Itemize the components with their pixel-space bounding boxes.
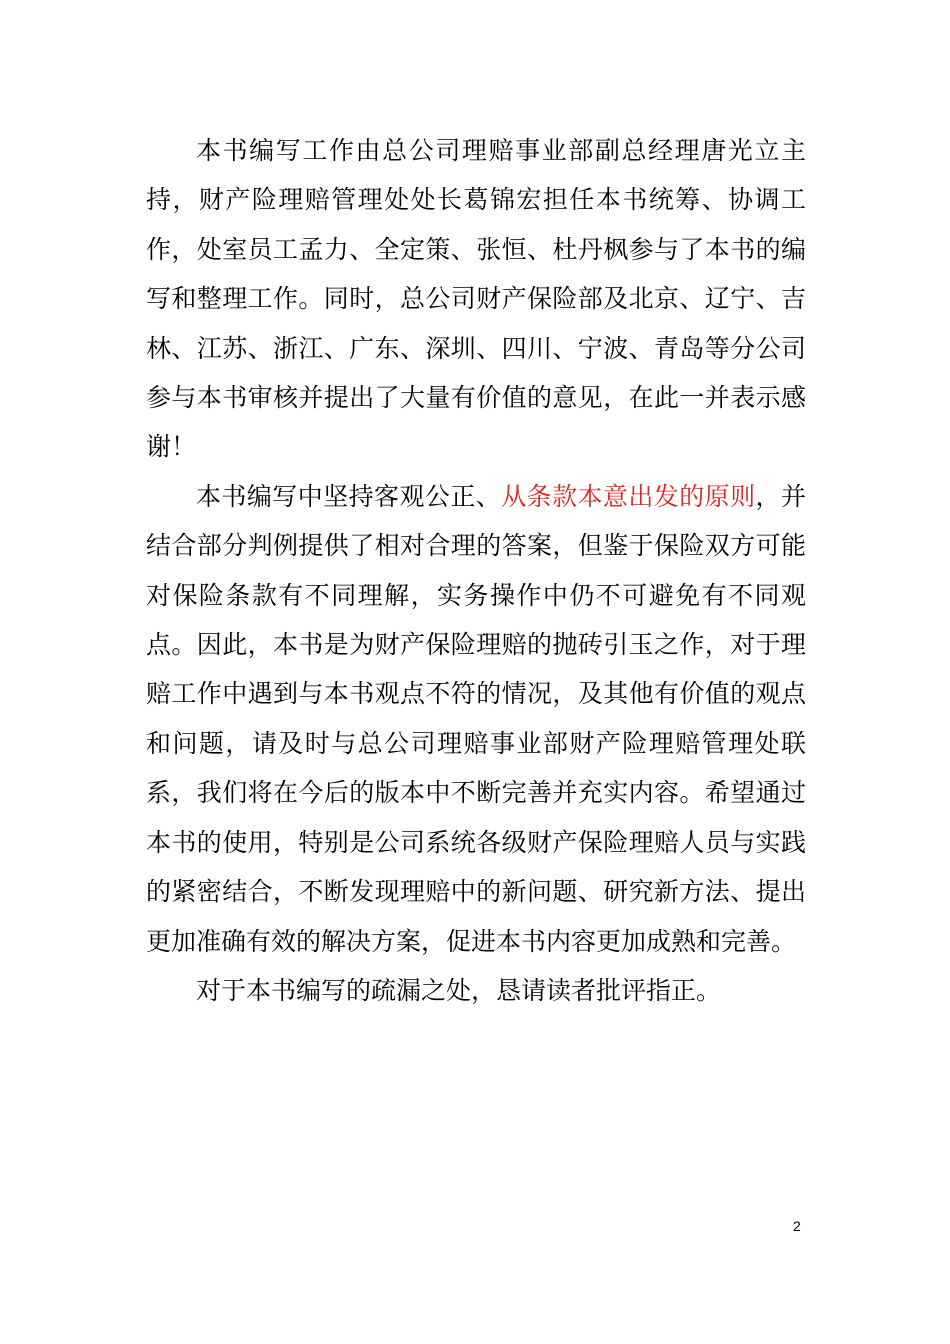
paragraph-text-before: 本书编写中坚持客观公正、 xyxy=(196,481,502,511)
highlighted-phrase: 从条款本意出发的原则 xyxy=(501,481,756,511)
paragraph-closing xyxy=(146,966,806,1015)
document-body xyxy=(146,126,806,1015)
paragraph-text: 本书编写工作由总公司理赔事业部副总经理唐光立主持，财产险理赔管理处处长葛锦宏担任本书统筹、协调工作，处室员工孟力、全定策、张恒、杜丹枫参与了本书的编写和整理工作。同时，总公司财产保险部及北京、辽宁、吉林、江苏、浙江、广东、深圳、四川、宁波、青岛等分公司参与本书审核并提出了大量有价值的意见，在此一并表示感谢！ xyxy=(146,136,806,462)
page-number: 2 xyxy=(793,1218,801,1234)
paragraph-text: 对于本书编写的疏漏之处，恳请读者批评指正。 xyxy=(196,975,722,1005)
paragraph-text-after: ，并结合部分判例提供了相对合理的答案，但鉴于保险双方可能对保险条款有不同理解，实务操作中仍不可避免有不同观点。因此，本书是为财产保险理赔的抛砖引玉之作，对于理赔工作中遇到与本书观点不符的情况，及其他有价值的观点和问题，请及时与总公司理赔事业部财产险理赔管理处联系，我们将在今后的版本中不断完善并充实内容。希望通过本书的使用，特别是公司系统各级财产保险理赔人员与实践的紧密结合，不断发现理赔中的新问题、研究新方法、提出更加准确有效的解决方案，促进本书内容更加成熟和完善。 xyxy=(146,481,806,956)
paragraph-acknowledgements xyxy=(146,126,806,472)
paragraph-principles xyxy=(146,472,806,966)
